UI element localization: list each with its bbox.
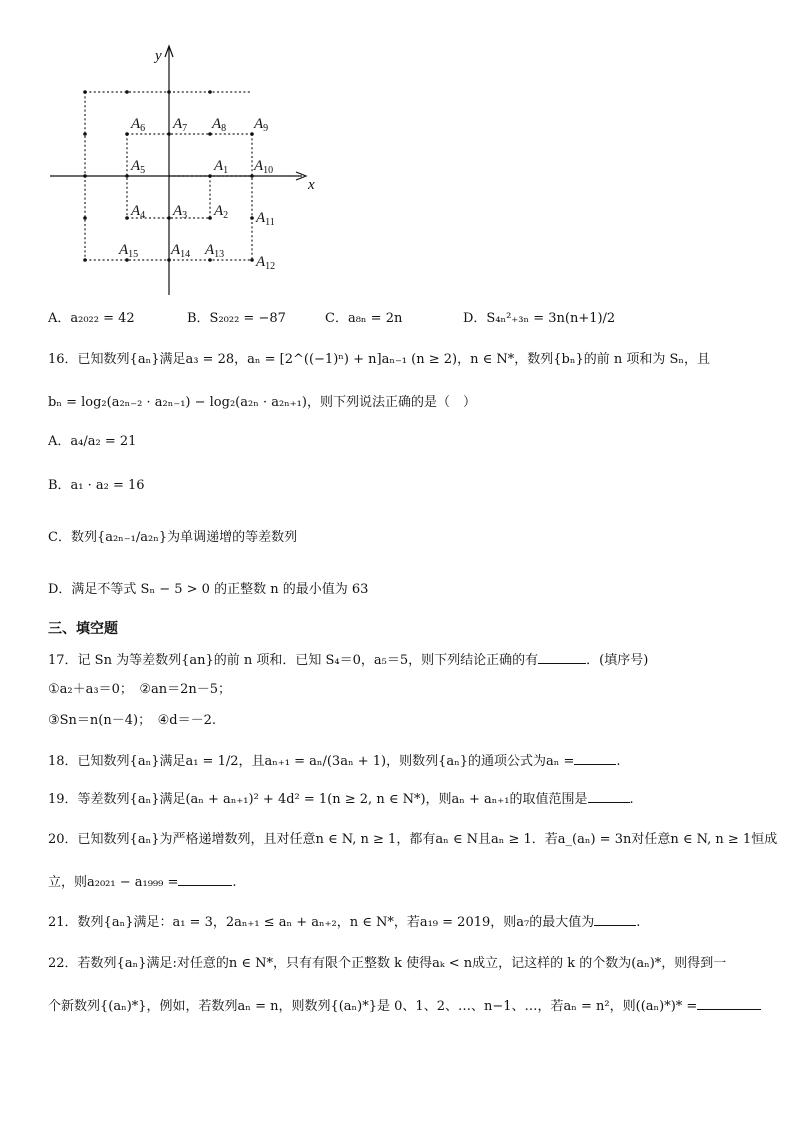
q17-stem-tail: ．(填序号) — [586, 653, 649, 668]
grid-diagram — [40, 40, 330, 302]
q20-stem-line2 — [48, 873, 237, 891]
grid-dot — [167, 216, 171, 220]
point-label-a13: $A_{13}$ — [205, 242, 225, 260]
point-label-a14: $A_{14}$ — [171, 242, 191, 260]
q15-option-d: D．S₄ₙ²₊₃ₙ = 3n(n+1)/2 — [463, 311, 616, 326]
point-label-a9: $A_9$ — [254, 116, 269, 134]
grid-dot — [167, 90, 171, 94]
answer-blank[interactable] — [538, 651, 586, 664]
q20-stem-tail: . — [232, 875, 237, 890]
q22-stem-line2 — [48, 997, 761, 1015]
q21-stem-tail: . — [636, 915, 641, 930]
grid-dot — [125, 174, 129, 178]
grid-dot — [167, 132, 171, 136]
point-label-a6: $A_6$ — [131, 116, 146, 134]
point-label-a10: $A_{10}$ — [254, 158, 274, 176]
point-label-a7: $A_7$ — [173, 116, 188, 134]
q19-stem-text: 19．等差数列{aₙ}满足(aₙ + aₙ₊₁)² + 4d² = 1(n ≥ 2, n ∈ N*)，则aₙ + aₙ₊₁的取值范围是 — [48, 792, 588, 807]
q18-stem-tail: . — [616, 754, 621, 769]
q18-stem-text: 18．已知数列{aₙ}满足a₁ = 1/2，且aₙ₊₁ = aₙ/(3aₙ + 1)，则数列{aₙ}的通项公式为aₙ = — [48, 754, 575, 769]
point-label-a2: $A_2$ — [214, 203, 229, 221]
point-label-a8: $A_8$ — [212, 116, 227, 134]
grid-dot — [250, 174, 254, 178]
grid-dot — [250, 258, 254, 262]
grid-dot — [125, 90, 129, 94]
q17-options-row2: ③Sn＝n(n－4)； ④d＝－2. — [48, 713, 216, 728]
point-label-a11: $A_{11}$ — [256, 210, 275, 228]
grid-dot — [83, 132, 87, 136]
grid-dot — [83, 216, 87, 220]
grid-dot — [83, 258, 87, 262]
answer-blank[interactable] — [178, 873, 232, 886]
q17-options-row1: ①a₂＋a₃＝0； ②an＝2n－5； — [48, 682, 232, 697]
section-heading: 三、填空题 — [48, 621, 118, 637]
q19-stem-tail: . — [629, 792, 634, 807]
grid-dot — [83, 174, 87, 178]
q16-option-b: B．a₁ · a₂ = 16 — [48, 478, 145, 493]
q16-stem-line1: 16．已知数列{aₙ}满足a₃ = 28，aₙ = [2^((−1)ⁿ) + n]aₙ₋₁ (n ≥ 2)，n ∈ N*，数列{bₙ}的前 n 项和为 Sₙ，且 — [48, 352, 711, 367]
q21-stem — [48, 913, 640, 931]
grid-dot — [208, 258, 212, 262]
grid-dot — [83, 90, 87, 94]
q15-option-b: B．S₂₀₂₂ = −87 — [187, 311, 286, 326]
coordinate-figure — [40, 40, 330, 302]
grid-dot — [208, 132, 212, 136]
grid-dot — [208, 216, 212, 220]
answer-blank[interactable] — [588, 790, 630, 803]
answer-blank[interactable] — [594, 913, 636, 926]
q16-option-a: A．a₄/a₂ = 21 — [48, 434, 137, 449]
q20-stem-text: 立，则a₂₀₂₁ − a₁₉₉₉ = — [48, 875, 179, 890]
q15-option-c: C．a₈ₙ = 2n — [325, 311, 403, 326]
grid-dot — [125, 216, 129, 220]
point-label-a1: $A_1$ — [214, 158, 229, 176]
q22-stem-text: 个新数列{(aₙ)*}，例如，若数列aₙ = n，则数列{(aₙ)*}是 0、1、2、…、n−1、…，若aₙ = n²，则((aₙ)*)* = — [48, 999, 698, 1014]
answer-blank[interactable] — [574, 752, 616, 765]
grid-dot — [208, 174, 212, 178]
x-axis-label: x — [308, 177, 315, 193]
q16-stem-line2: bₙ = log₂(a₂ₙ₋₂ · a₂ₙ₋₁) − log₂(a₂ₙ · a₂ₙ₊₁)，则下列说法正确的是（ ） — [48, 395, 476, 410]
q20-stem-line1: 20．已知数列{aₙ}为严格递增数列，且对任意n ∈ N, n ≥ 1，都有aₙ ∈ N且aₙ ≥ 1．若a_(aₙ) = 3n对任意n ∈ N, n ≥ 1恒成 — [48, 832, 778, 847]
grid-dot — [208, 90, 212, 94]
point-label-a12: $A_{12}$ — [256, 254, 276, 272]
q19-stem — [48, 790, 634, 808]
q17-stem-text: 17．记 Sn 为等差数列{an}的前 n 项和．已知 S₄＝0，a₅＝5，则下列结论正确的有 — [48, 653, 539, 668]
q22-stem-line1: 22．若数列{aₙ}满足:对任意的n ∈ N*，只有有限个正整数 k 使得aₖ < n成立，记这样的 k 的个数为(aₙ)*，则得到一 — [48, 956, 727, 971]
grid-dot — [250, 132, 254, 136]
point-label-a4: $A_4$ — [131, 203, 146, 221]
point-label-a5: $A_5$ — [131, 158, 146, 176]
q17-stem — [48, 651, 648, 669]
q18-stem — [48, 752, 621, 770]
grid-dot — [167, 258, 171, 262]
grid-dot — [125, 132, 129, 136]
q16-option-c: C．数列{a₂ₙ₋₁/a₂ₙ}为单调递增的等差数列 — [48, 530, 298, 545]
y-axis-label: y — [155, 48, 162, 64]
q21-stem-text: 21．数列{aₙ}满足：a₁ = 3，2aₙ₊₁ ≤ aₙ + aₙ₊₂，n ∈ N*，若a₁₉ = 2019，则a₇的最大值为 — [48, 915, 595, 930]
point-label-a3: $A_3$ — [173, 203, 188, 221]
point-label-a15: $A_{15}$ — [119, 242, 139, 260]
q15-option-a: A．a₂₀₂₂ = 42 — [48, 311, 135, 326]
q16-option-d: D．满足不等式 Sₙ − 5 > 0 的正整数 n 的最小值为 63 — [48, 582, 369, 597]
grid-dot — [250, 216, 254, 220]
answer-blank[interactable] — [697, 997, 761, 1010]
